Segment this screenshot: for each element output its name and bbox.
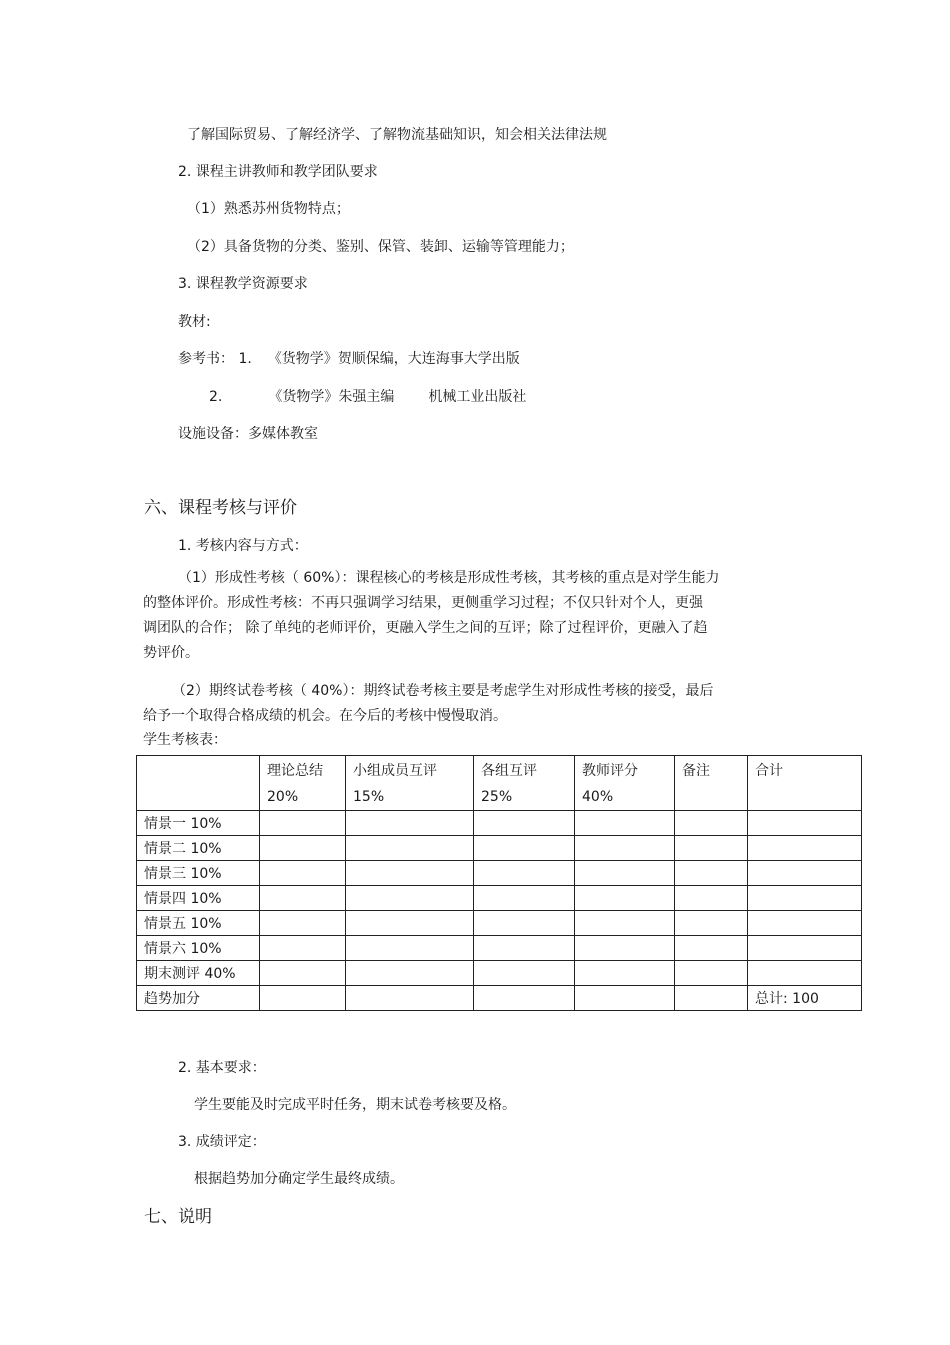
table-row: [137, 986, 862, 1011]
reference-1-title: 《货物学》贺顺保编，大连海事大学出版: [267, 351, 520, 367]
row-label: 情景三 10%: [137, 861, 260, 886]
heading-section-6: 六、课程考核与评价: [144, 498, 297, 518]
final-exam-para-line2: 给予一个取得合格成绩的机会。在今后的考核中慢慢取消。: [143, 708, 507, 724]
table-row: [137, 861, 862, 886]
row-label: 情景二 10%: [137, 836, 260, 861]
formative-para-line3: 调团队的合作； 除了单纯的老师评价，更融入学生之间的互评；除了过程评价，更融入了趋: [143, 620, 708, 636]
formative-para-line2: 的整体评价。形成性考核：不再只强调学习结果，更侧重学习过程；不仅只针对个人，更强: [143, 595, 703, 611]
reference-2-title: 《货物学》朱强主编: [268, 389, 395, 405]
section-teacher-requirements: 2. 课程主讲教师和教学团队要求: [178, 164, 378, 180]
header-cell: 理论总结 20%: [260, 756, 346, 811]
row-label: 情景六 10%: [137, 936, 260, 961]
formative-para-line1: （1）形成性考核（ 60%）：课程核心的考核是形成性考核，其考核的重点是对学生能力: [178, 570, 720, 586]
header-cell: 各组互评 25%: [474, 756, 575, 811]
table-row: [137, 811, 862, 836]
table-row: [137, 836, 862, 861]
facilities-text: 设施设备：多媒体教室: [178, 426, 318, 442]
row-label: 趋势加分: [137, 986, 260, 1011]
header-blank-cell: [137, 756, 260, 811]
header-cell: 教师评分 40%: [575, 756, 675, 811]
header-cell: 合计: [748, 756, 862, 811]
table-row: [137, 911, 862, 936]
formative-para-line4: 势评价。: [143, 645, 199, 661]
table-caption: 学生考核表：: [143, 732, 227, 748]
subheading-grading: 3. 成绩评定：: [178, 1134, 266, 1150]
prerequisite-text: 了解国际贸易、了解经济学、了解物流基础知识，知会相关法律法规: [187, 127, 607, 143]
header-cell: 备注: [675, 756, 748, 811]
basic-requirements-text: 学生要能及时完成平时任务，期末试卷考核要及格。: [194, 1097, 516, 1113]
row-label: 情景四 10%: [137, 886, 260, 911]
subheading-assessment-content: 1. 考核内容与方式：: [178, 538, 308, 554]
header-cell: 小组成员互评 15%: [346, 756, 474, 811]
row-label: 期末测评 40%: [137, 961, 260, 986]
total-cell: 总计: 100: [748, 986, 862, 1011]
grading-text: 根据趋势加分确定学生最终成绩。: [194, 1171, 404, 1187]
row-label: 情景一 10%: [137, 811, 260, 836]
heading-section-7: 七、说明: [144, 1207, 212, 1227]
subheading-basic-requirements: 2. 基本要求：: [178, 1060, 266, 1076]
teacher-req-1: （1）熟悉苏州货物特点；: [187, 201, 350, 217]
reference-2-publisher: 机械工业出版社: [428, 389, 527, 405]
reference-label: 参考书： 1.: [178, 351, 252, 367]
teacher-req-2: （2）具备货物的分类、鉴别、保管、装卸、运输等管理能力；: [187, 239, 574, 255]
textbook-label: 教材:: [178, 314, 211, 330]
table-row: [137, 961, 862, 986]
reference-2: [209, 388, 526, 406]
row-label: 情景五 10%: [137, 911, 260, 936]
reference-1: [178, 350, 520, 368]
table-row: [137, 886, 862, 911]
reference-2-number: 2.: [209, 389, 223, 405]
assessment-table: [136, 755, 862, 1011]
final-exam-para-line1: （2）期终试卷考核（ 40%）：期终试卷考核主要是考虑学生对形成性考核的接受，最后: [172, 683, 714, 699]
section-resources: 3. 课程教学资源要求: [178, 276, 308, 292]
table-row: [137, 936, 862, 961]
table-header-row: [137, 756, 862, 811]
